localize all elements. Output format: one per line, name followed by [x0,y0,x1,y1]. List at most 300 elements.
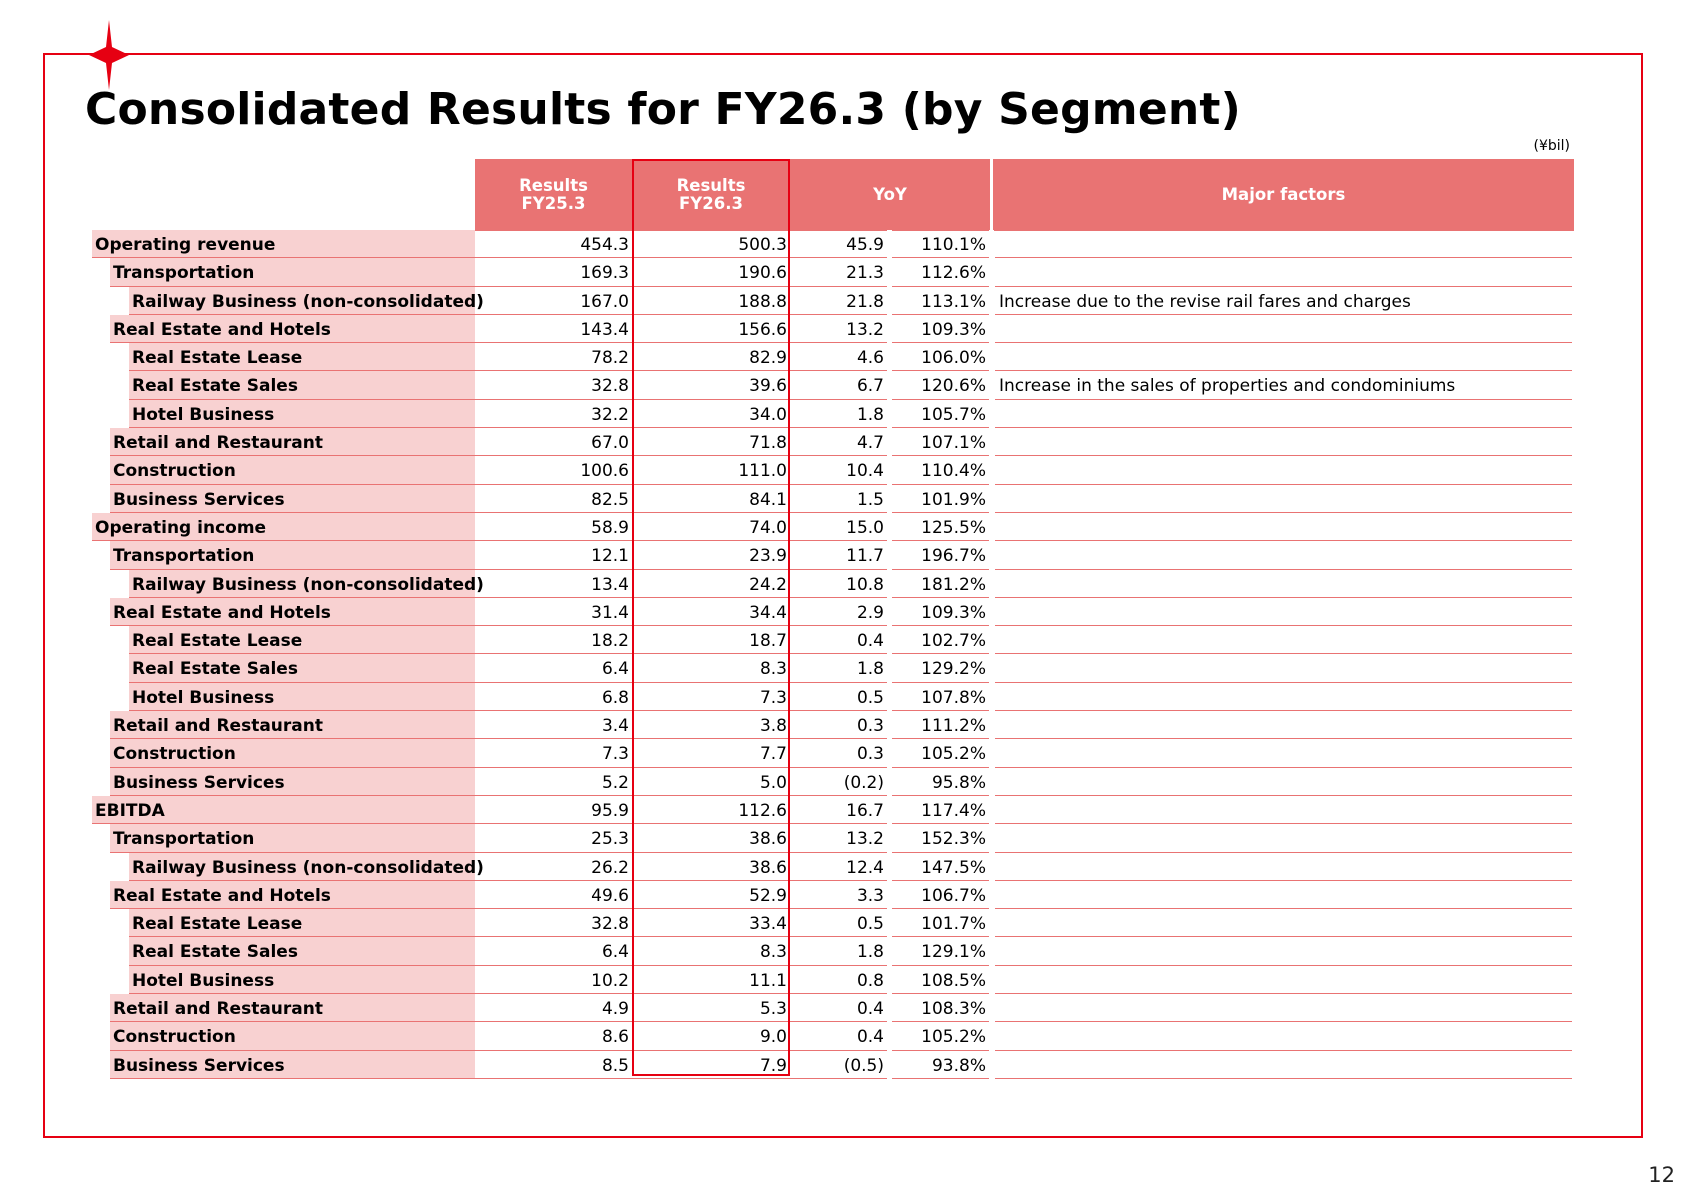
row-label [110,739,475,767]
table-row [92,654,1572,682]
column-gap [887,400,892,428]
cell-results-fy26: 71.8 [632,428,790,456]
row-label-text: Business Services [113,772,285,793]
cell-yoy-percent: 106.7% [892,881,989,909]
row-label [129,853,484,881]
cell-yoy-percent: 111.2% [892,711,989,739]
cell-results-fy25: 82.5 [475,485,632,513]
column-gap [989,824,994,852]
cell-yoy-change: 15.0 [790,513,887,541]
cell-results-fy25: 6.4 [475,937,632,965]
cell-major-factor [995,1051,1572,1079]
cell-results-fy26: 8.3 [632,937,790,965]
column-gap [887,1051,892,1079]
cell-yoy-change: 0.8 [790,966,887,994]
row-label-text: Business Services [113,489,285,510]
column-gap [887,570,892,598]
row-label-text: Real Estate and Hotels [113,319,331,340]
row-label [129,937,475,965]
cell-major-factor [995,230,1572,258]
cell-major-factor [995,1022,1572,1050]
column-gap [989,994,994,1022]
row-label [129,371,475,399]
table-row [92,541,1572,569]
table-row [92,485,1572,513]
header-major-factors [993,159,1574,231]
row-label [110,258,475,286]
column-gap [989,1022,994,1050]
header-factors-label: Major factors [1221,185,1346,204]
table-row [92,994,1572,1022]
row-label [110,768,475,796]
cell-results-fy26: 7.9 [632,1051,790,1079]
table-row [92,768,1572,796]
table-row [92,513,1572,541]
cell-yoy-change: 1.8 [790,654,887,682]
cell-results-fy25: 6.8 [475,683,632,711]
cell-results-fy25: 8.5 [475,1051,632,1079]
star-icon [89,20,129,90]
row-label [110,541,475,569]
cell-yoy-percent: 129.2% [892,654,989,682]
table-row [92,456,1572,484]
row-label-text: Construction [113,744,236,765]
column-gap [887,541,892,569]
cell-results-fy25: 26.2 [475,853,632,881]
cell-major-factor [995,909,1572,937]
row-label-text: Retail and Restaurant [113,999,323,1020]
cell-yoy-change: 0.5 [790,683,887,711]
row-label-text: Hotel Business [132,404,275,425]
column-gap [887,230,892,258]
cell-yoy-change: 13.2 [790,315,887,343]
row-label-text: Transportation [113,263,255,284]
cell-major-factor [995,343,1572,371]
column-gap [887,711,892,739]
cell-yoy-change: 10.4 [790,456,887,484]
cell-results-fy26: 8.3 [632,654,790,682]
cell-results-fy25: 49.6 [475,881,632,909]
cell-yoy-change: 0.4 [790,626,887,654]
cell-yoy-change: 45.9 [790,230,887,258]
cell-major-factor [995,428,1572,456]
row-label-text: Transportation [113,546,255,567]
table-row [92,683,1572,711]
table-row [92,230,1572,258]
cell-major-factor [995,768,1572,796]
table-row [92,626,1572,654]
cell-major-factor [995,315,1572,343]
cell-results-fy26: 52.9 [632,881,790,909]
cell-results-fy26: 188.8 [632,287,790,315]
column-gap [989,371,994,399]
row-label-text: Real Estate Lease [132,348,303,369]
cell-major-factor [995,541,1572,569]
cell-major-factor [995,654,1572,682]
cell-yoy-change: 1.8 [790,400,887,428]
cell-major-factor [995,711,1572,739]
cell-results-fy25: 7.3 [475,739,632,767]
cell-yoy-percent: 108.5% [892,966,989,994]
column-gap [989,541,994,569]
cell-major-factor [995,881,1572,909]
cell-results-fy25: 78.2 [475,343,632,371]
row-label-text: Real Estate Sales [132,376,298,397]
row-label-text: Operating income [95,517,267,538]
cell-results-fy25: 454.3 [475,230,632,258]
cell-yoy-percent: 101.7% [892,909,989,937]
cell-results-fy25: 143.4 [475,315,632,343]
row-label [129,626,475,654]
cell-results-fy25: 32.8 [475,909,632,937]
row-label [110,485,475,513]
row-label [110,456,475,484]
column-gap [989,485,994,513]
table-row [92,853,1572,881]
column-gap [887,456,892,484]
cell-yoy-change: 10.8 [790,570,887,598]
table-row [92,371,1572,399]
cell-results-fy26: 34.0 [632,400,790,428]
cell-results-fy25: 58.9 [475,513,632,541]
cell-yoy-change: 4.7 [790,428,887,456]
cell-results-fy25: 169.3 [475,258,632,286]
cell-yoy-percent: 181.2% [892,570,989,598]
page-number: 12 [1648,1163,1675,1187]
row-label-text: EBITDA [95,800,165,821]
column-gap [887,598,892,626]
cell-yoy-percent: 105.2% [892,1022,989,1050]
cell-yoy-change: 0.3 [790,711,887,739]
cell-results-fy26: 5.3 [632,994,790,1022]
column-gap [887,768,892,796]
column-gap [887,343,892,371]
cell-yoy-percent: 109.3% [892,315,989,343]
cell-yoy-change: 21.3 [790,258,887,286]
table-row [92,315,1572,343]
column-gap [887,796,892,824]
table-row [92,428,1572,456]
column-gap [887,258,892,286]
row-label [129,343,475,371]
cell-yoy-percent: 105.2% [892,739,989,767]
cell-yoy-change: 3.3 [790,881,887,909]
row-label [92,230,475,258]
cell-results-fy26: 9.0 [632,1022,790,1050]
cell-results-fy26: 7.7 [632,739,790,767]
cell-results-fy26: 39.6 [632,371,790,399]
cell-major-factor [995,626,1572,654]
header-fy25-line2: FY25.3 [521,194,586,213]
column-gap [989,315,994,343]
cell-yoy-change: 0.4 [790,1022,887,1050]
column-gap [989,654,994,682]
column-gap [887,315,892,343]
cell-yoy-percent: 105.7% [892,400,989,428]
row-label-text: Railway Business (non-consolidated) [132,574,484,595]
cell-results-fy26: 5.0 [632,768,790,796]
cell-yoy-percent: 109.3% [892,598,989,626]
cell-results-fy26: 7.3 [632,683,790,711]
row-label [110,994,475,1022]
table-row [92,570,1572,598]
cell-yoy-change: 12.4 [790,853,887,881]
cell-results-fy26: 23.9 [632,541,790,569]
cell-results-fy26: 84.1 [632,485,790,513]
cell-yoy-change: 1.8 [790,937,887,965]
cell-results-fy25: 13.4 [475,570,632,598]
cell-yoy-change: 11.7 [790,541,887,569]
row-label [110,881,475,909]
column-gap [989,598,994,626]
table-row [92,881,1572,909]
cell-major-factor: Increase due to the revise rail fares and charges [995,287,1572,315]
cell-yoy-percent: 106.0% [892,343,989,371]
row-label-text: Real Estate Sales [132,659,298,680]
column-gap [989,513,994,541]
row-label [129,966,475,994]
header-fy26-line1: Results [676,176,746,195]
table-row [92,1051,1572,1079]
table-row [92,739,1572,767]
cell-results-fy26: 18.7 [632,626,790,654]
row-label-text: Real Estate and Hotels [113,885,331,906]
column-gap [887,626,892,654]
cell-results-fy26: 11.1 [632,966,790,994]
column-gap [887,853,892,881]
cell-results-fy25: 31.4 [475,598,632,626]
cell-yoy-percent: 110.4% [892,456,989,484]
cell-yoy-percent: 147.5% [892,853,989,881]
row-label [129,287,484,315]
column-gap [887,937,892,965]
cell-yoy-change: 0.4 [790,994,887,1022]
cell-results-fy26: 500.3 [632,230,790,258]
row-label-text: Operating revenue [95,235,276,255]
cell-major-factor [995,994,1572,1022]
cell-yoy-change: 6.7 [790,371,887,399]
column-gap [989,258,994,286]
cell-yoy-percent: 120.6% [892,371,989,399]
cell-results-fy25: 5.2 [475,768,632,796]
row-label-text: Hotel Business [132,970,275,991]
cell-results-fy25: 18.2 [475,626,632,654]
cell-results-fy25: 32.8 [475,371,632,399]
column-gap [989,287,994,315]
cell-results-fy26: 34.4 [632,598,790,626]
row-label-text: Real Estate Lease [132,914,303,935]
cell-yoy-change: 16.7 [790,796,887,824]
table-row [92,909,1572,937]
cell-yoy-change: (0.5) [790,1051,887,1079]
row-label [129,909,475,937]
cell-results-fy25: 8.6 [475,1022,632,1050]
cell-yoy-change: 21.8 [790,287,887,315]
cell-major-factor [995,937,1572,965]
column-gap [989,343,994,371]
cell-results-fy25: 10.2 [475,966,632,994]
cell-yoy-change: 0.5 [790,909,887,937]
row-label [92,513,475,541]
table-row [92,598,1572,626]
cell-results-fy25: 32.2 [475,400,632,428]
column-gap [989,853,994,881]
row-label-text: Railway Business (non-consolidated) [132,857,484,878]
cell-results-fy25: 3.4 [475,711,632,739]
table-row [92,824,1572,852]
column-gap [989,428,994,456]
row-label [129,654,475,682]
column-gap [887,994,892,1022]
row-label-text: Business Services [113,1055,285,1076]
column-gap [989,230,994,258]
cell-results-fy25: 167.0 [475,287,632,315]
row-label-text: Retail and Restaurant [113,716,323,737]
column-gap [989,966,994,994]
cell-major-factor [995,739,1572,767]
table-row [92,258,1572,286]
cell-results-fy25: 12.1 [475,541,632,569]
row-label-text: Retail and Restaurant [113,433,323,454]
table-row [92,1022,1572,1050]
column-gap [887,683,892,711]
row-label [110,711,475,739]
cell-results-fy26: 24.2 [632,570,790,598]
cell-results-fy25: 67.0 [475,428,632,456]
cell-results-fy25: 95.9 [475,796,632,824]
cell-yoy-percent: 129.1% [892,937,989,965]
page-title: Consolidated Results for FY26.3 (by Segment) [85,84,1241,135]
cell-yoy-change: 2.9 [790,598,887,626]
cell-results-fy26: 112.6 [632,796,790,824]
cell-yoy-percent: 110.1% [892,230,989,258]
cell-results-fy26: 74.0 [632,513,790,541]
row-label-text: Real Estate and Hotels [113,602,331,623]
column-gap [989,683,994,711]
column-gap [887,739,892,767]
column-gap [887,428,892,456]
row-label [110,1022,475,1050]
row-label-text: Real Estate Sales [132,942,298,963]
header-yoy-label: YoY [873,185,907,204]
cell-yoy-percent: 101.9% [892,485,989,513]
cell-results-fy26: 38.6 [632,853,790,881]
header-yoy [790,159,990,231]
cell-results-fy26: 156.6 [632,315,790,343]
cell-major-factor [995,796,1572,824]
table-row [92,711,1572,739]
cell-results-fy26: 111.0 [632,456,790,484]
column-gap [989,739,994,767]
header-results-fy25 [475,159,632,231]
cell-results-fy26: 33.4 [632,909,790,937]
row-label-text: Real Estate Lease [132,631,303,652]
column-gap [989,456,994,484]
column-gap [887,371,892,399]
header-fy26-line2: FY26.3 [679,194,743,213]
cell-yoy-percent: 112.6% [892,258,989,286]
table-row [92,966,1572,994]
row-label [92,796,475,824]
cell-results-fy26: 190.6 [632,258,790,286]
row-label-text: Construction [113,461,236,482]
cell-yoy-percent: 102.7% [892,626,989,654]
column-gap [989,937,994,965]
cell-results-fy25: 6.4 [475,654,632,682]
cell-yoy-change: 0.3 [790,739,887,767]
table-row [92,937,1572,965]
column-gap [989,626,994,654]
cell-yoy-percent: 95.8% [892,768,989,796]
column-gap [887,909,892,937]
column-gap [989,768,994,796]
cell-yoy-percent: 107.8% [892,683,989,711]
cell-yoy-percent: 108.3% [892,994,989,1022]
cell-yoy-change: 13.2 [790,824,887,852]
column-gap [989,400,994,428]
segment-results-table [92,230,1572,1079]
cell-results-fy26: 38.6 [632,824,790,852]
row-label [110,1051,475,1079]
cell-yoy-percent: 113.1% [892,287,989,315]
cell-yoy-change: (0.2) [790,768,887,796]
cell-yoy-percent: 196.7% [892,541,989,569]
cell-results-fy25: 4.9 [475,994,632,1022]
table-row [92,796,1572,824]
column-gap [887,287,892,315]
row-label [110,824,475,852]
column-gap [887,513,892,541]
column-gap [989,881,994,909]
table-row [92,400,1572,428]
cell-results-fy26: 82.9 [632,343,790,371]
cell-major-factor [995,513,1572,541]
cell-yoy-change: 1.5 [790,485,887,513]
column-gap [989,909,994,937]
row-label [129,683,475,711]
column-gap [989,1051,994,1079]
row-label-text: Railway Business (non-consolidated) [132,291,484,312]
row-label [110,315,475,343]
column-gap [887,881,892,909]
row-label [110,598,475,626]
table-row [92,343,1572,371]
cell-results-fy25: 100.6 [475,456,632,484]
cell-yoy-percent: 152.3% [892,824,989,852]
cell-major-factor [995,824,1572,852]
cell-major-factor [995,258,1572,286]
cell-major-factor [995,485,1572,513]
cell-major-factor: Increase in the sales of properties and condominiums [995,371,1572,399]
cell-major-factor [995,966,1572,994]
column-gap [989,711,994,739]
header-fy25-line1: Results [519,176,588,195]
cell-major-factor [995,570,1572,598]
row-label [129,400,475,428]
column-gap [887,1022,892,1050]
column-gap [887,966,892,994]
cell-major-factor [995,456,1572,484]
column-gap [887,485,892,513]
cell-major-factor [995,683,1572,711]
row-label-text: Construction [113,1027,236,1048]
cell-yoy-percent: 117.4% [892,796,989,824]
row-label [129,570,484,598]
row-label [110,428,475,456]
table-row [92,287,1572,315]
cell-major-factor [995,598,1572,626]
column-gap [989,796,994,824]
